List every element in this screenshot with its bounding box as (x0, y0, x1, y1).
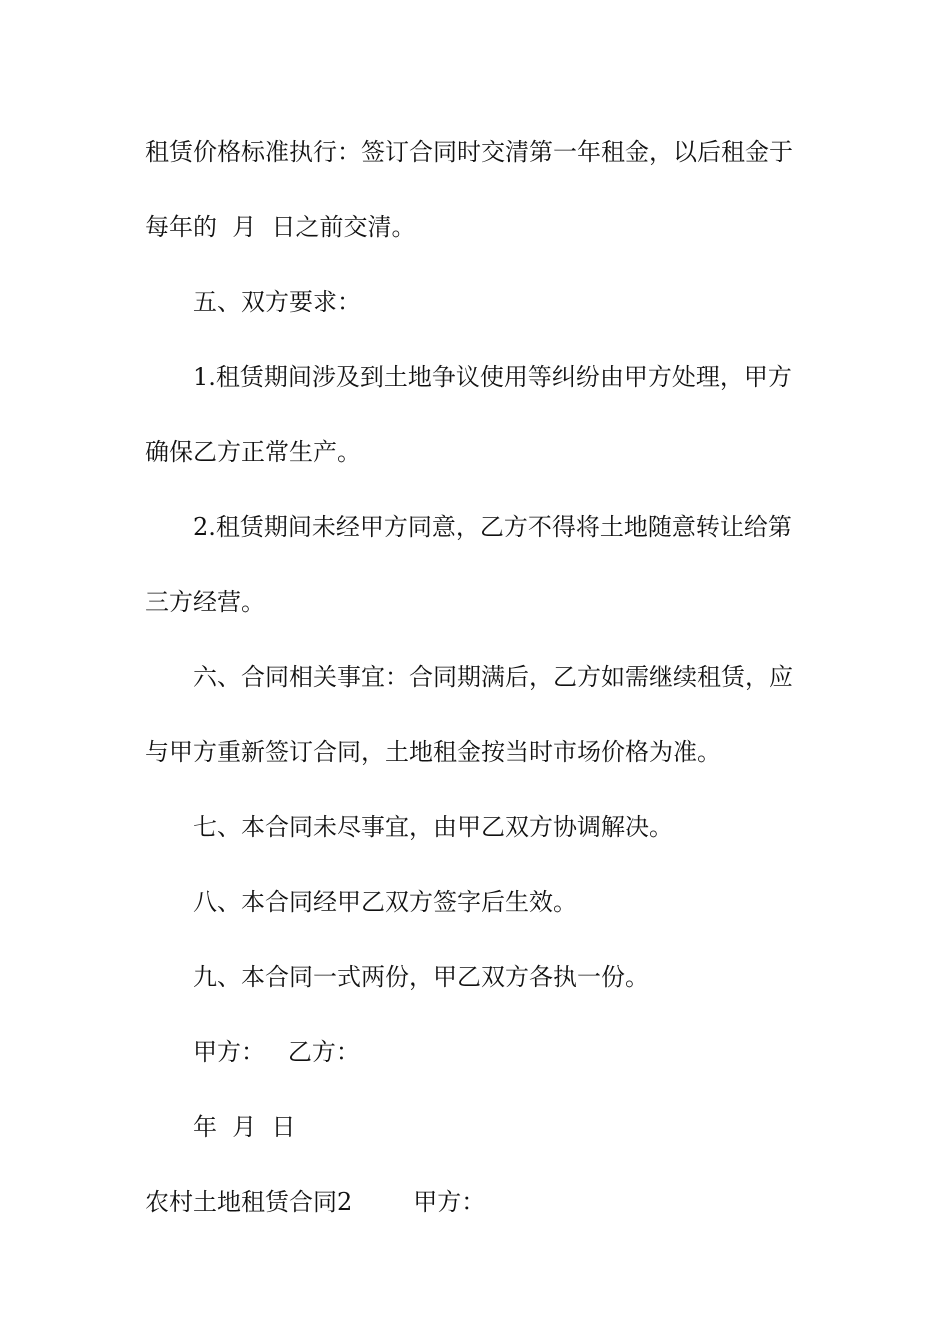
paragraph-line: 九、本合同一式两份，甲乙双方各执一份。 (193, 963, 649, 991)
paragraph-line: 八、本合同经甲乙双方签字后生效。 (193, 888, 577, 916)
section-heading: 五、双方要求： (193, 288, 361, 316)
paragraph-line: 租赁价格标准执行：签订合同时交清第一年租金，以后租金于 (145, 138, 793, 166)
paragraph-line: 2.租赁期间未经甲方同意，乙方不得将土地随意转让给第 (193, 513, 792, 541)
next-contract-title: 农村土地租赁合同2 甲方： (145, 1188, 486, 1216)
paragraph-line: 六、合同相关事宜：合同期满后，乙方如需继续租赁，应 (193, 663, 793, 691)
paragraph-line: 三方经营。 (145, 588, 265, 616)
paragraph-line: 与甲方重新签订合同，土地租金按当时市场价格为准。 (145, 738, 721, 766)
paragraph-line: 七、本合同未尽事宜，由甲乙双方协调解决。 (193, 813, 673, 841)
signature-line: 甲方： 乙方： (193, 1038, 360, 1066)
paragraph-line: 确保乙方正常生产。 (145, 438, 361, 466)
paragraph-line: 1.租赁期间涉及到土地争议使用等纠纷由甲方处理，甲方 (193, 363, 792, 391)
paragraph-line: 每年的 月 日之前交清。 (145, 213, 416, 241)
date-line: 年 月 日 (193, 1113, 296, 1141)
